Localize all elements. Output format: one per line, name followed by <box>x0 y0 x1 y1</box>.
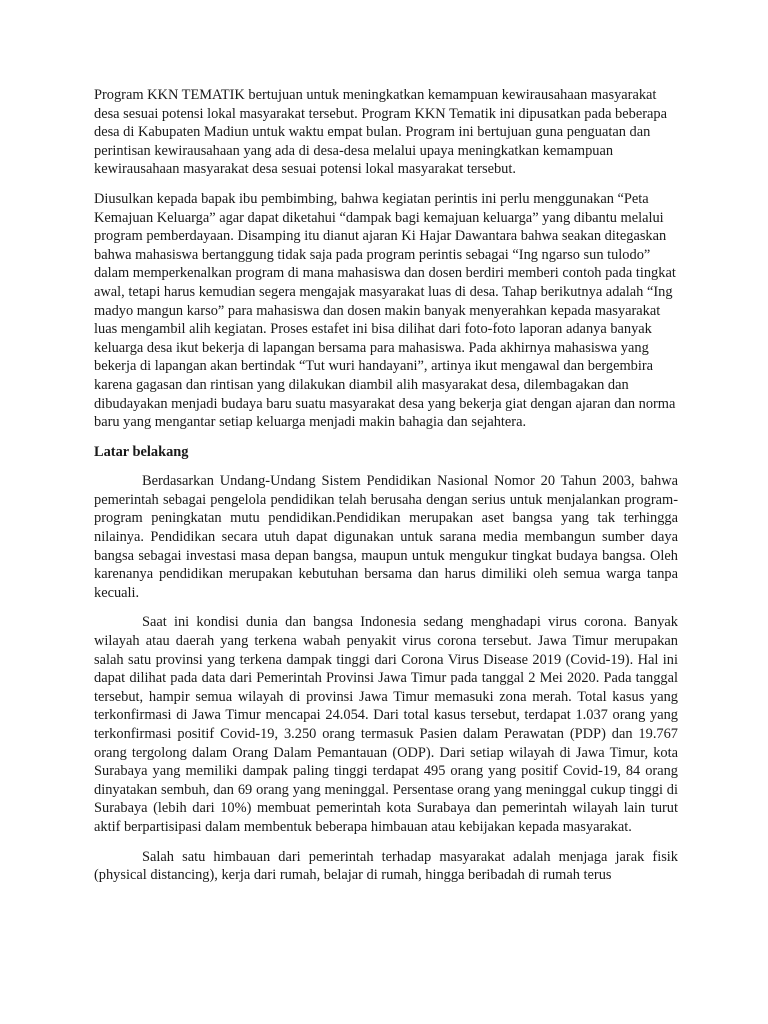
section-paragraph-1: Berdasarkan Undang-Undang Sistem Pendidikan Nasional Nomor 20 Tahun 2003, bahwa pemerintah sebagai pengelola pendidikan telah berusaha dengan serius untuk menjalankan program-program peningkatan mutu pendidikan.Pendidikan merupakan aset bangsa yang tak terhingga nilainya. Pendidikan secara utuh dapat digunakan untuk sarana media membangun sumber daya bangsa sebagai investasi masa depan bangsa, maupun untuk mengukur tingkat budaya bangsa. Oleh karenanya pendidikan merupakan kebutuhan bersama dan harus dimiliki oleh semua warga tanpa kecuali. <box>94 473 678 601</box>
section-heading: Latar belakang <box>94 443 189 460</box>
intro-paragraph-1: Program KKN TEMATIK bertujuan untuk meningkatkan kemampuan kewirausahaan masyarakat desa sesuai potensi lokal masyarakat tersebut. Program KKN Tematik ini dipusatkan pada beberapa desa di Kabupaten Madiun untuk waktu empat bulan. Program ini bertujuan guna penguatan dan perintisan kewirausahaan yang ada di desa-desa melalui upaya meningkatkan kemampuan kewirausahaan masyarakat desa sesuai potensi lokal masyarakat tersebut. <box>94 87 667 178</box>
section-paragraph-3: Salah satu himbauan dari pemerintah terhadap masyarakat adalah menjaga jarak fisik (physical distancing), kerja dari rumah, belajar di rumah, hingga beribadah di rumah terus <box>94 848 678 884</box>
document-page <box>94 86 678 896</box>
intro-paragraph-2: Diusulkan kepada bapak ibu pembimbing, bahwa kegiatan perintis ini perlu menggunakan “Peta Kemajuan Keluarga” agar dapat diketahui “dampak bagi kemajuan keluarga” yang dibantu melalui program pemberdayaan. Disamping itu dianut ajaran Ki Hajar Dawantara bahwa seakan ditegaskan bahwa mahasiswa bertanggung tidak saja pada program perintis sebagai “Ing ngarso sun tulodo” dalam memperkenalkan program di mana mahasiswa dan dosen berdiri memberi contoh pada tingkat awal, tetapi harus kemudian segera mengajak masyarakat luas di desa. Tahap berikutnya adalah “Ing madyo mangun karso” para mahasiswa dan dosen makin banyak menyerahkan kepada masyarakat luas mengambil alih kegiatan. Proses estafet ini bisa dilihat dari foto-foto laporan adanya banyak keluarga desa ikut bekerja di lapangan bersama para mahasiswa. Pada akhirnya mahasiswa yang bekerja di lapangan akan bertindak “Tut wuri handayani”, artinya ikut mengawal dan bergembira karena gagasan dan rintisan yang dilakukan diambil alih masyarakat desa, dilembagakan dan dibudayakan menjadi budaya baru suatu masyarakat desa yang bekerja giat dengan ajaran dan norma baru yang mengantar setiap keluarga menjadi makin bahagia dan sejahtera. <box>94 190 676 431</box>
section-paragraph-2: Saat ini kondisi dunia dan bangsa Indonesia sedang menghadapi virus corona. Banyak wilayah atau daerah yang terkena wabah penyakit virus corona tersebut. Jawa Timur merupakan salah satu provinsi yang terkena dampak tinggi dari Corona Virus Disease 2019 (Covid-19). Hal ini dapat dilihat pada data dari Pemerintah Provinsi Jawa Timur pada tanggal 2 Mei 2020. Pada tanggal tersebut, hampir semua wilayah di provinsi Jawa Timur memasuki zona merah. Total kasus yang terkonfirmasi di Jawa Timur mencapai 24.054. Dari total kasus tersebut, terdapat 1.037 orang yang terkonfirmasi positif Covid-19, 3.250 orang termasuk Pasien dalam Perawatan (PDP) dan 19.767 orang tergolong dalam Orang Dalam Pemantauan (ODP). Dari setiap wilayah di Jawa Timur, kota Surabaya yang memiliki dampak paling tinggi terdapat 495 orang yang positif Covid-19, 84 orang dinyatakan sembuh, dan 69 orang yang meninggal. Persentase orang yang meninggal cukup tinggi di Surabaya (lebih dari 10%) membuat pemerintah kota Surabaya dan pemerintah wilayah lain turut aktif berpartisipasi dalam membentuk beberapa himbauan atau kebijakan kepada masyarakat. <box>94 614 678 835</box>
